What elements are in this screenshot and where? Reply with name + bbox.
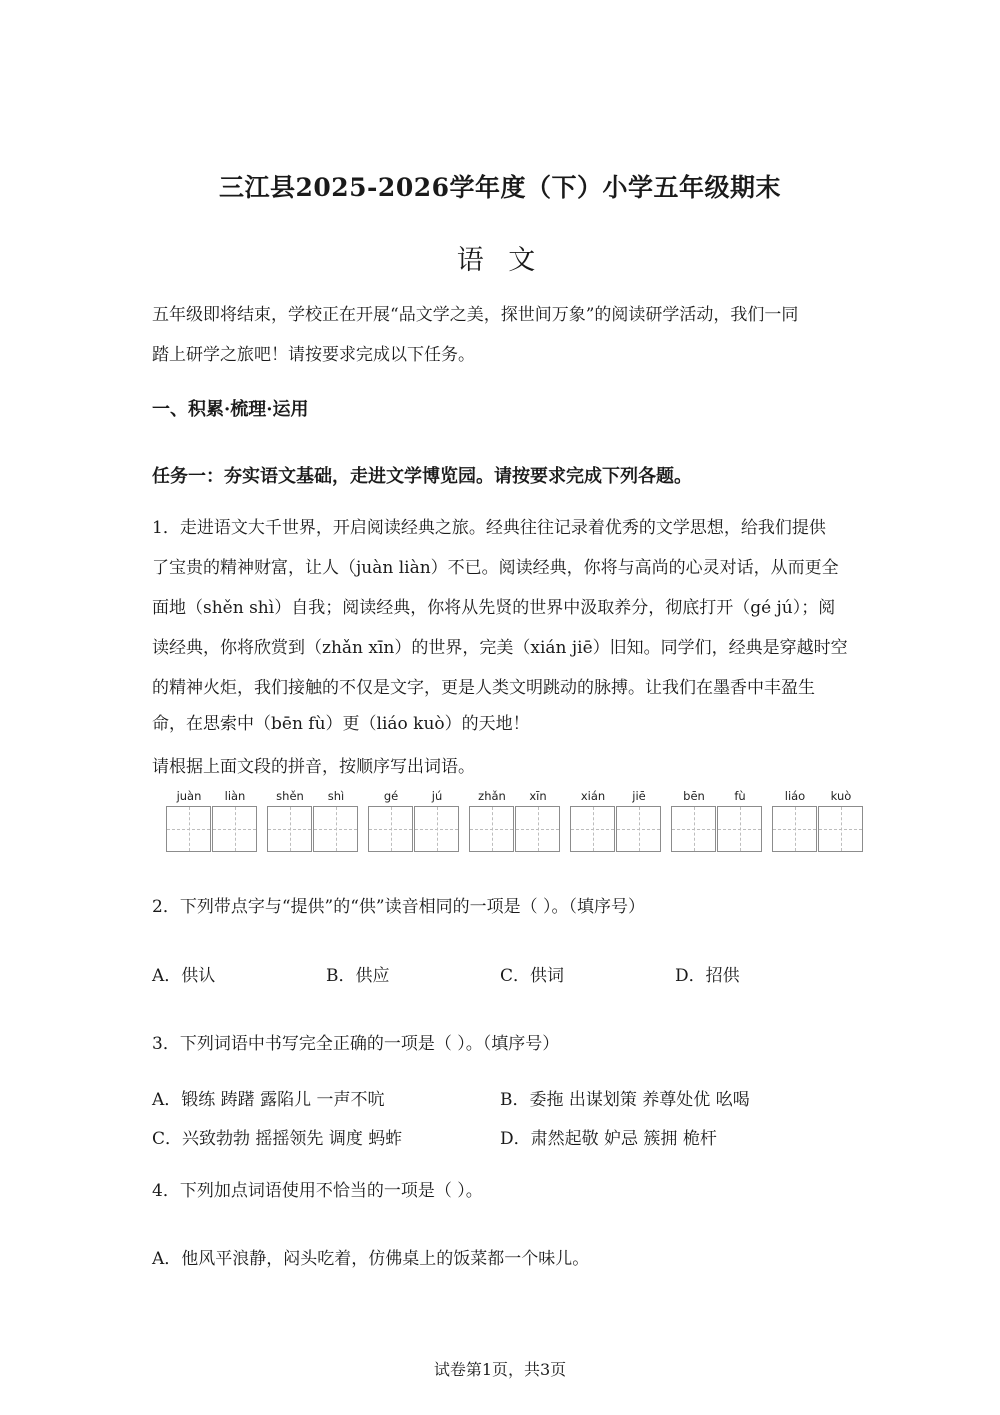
pinyin-label: bēn bbox=[683, 789, 705, 803]
exam-subject: 语 文 bbox=[456, 245, 544, 276]
task-title: 任务一：夯实语文基础，走进文学博览园。请按要求完成下列各题。 bbox=[152, 466, 692, 487]
pinyin-label: xián bbox=[580, 789, 606, 803]
answer-cell[interactable] bbox=[570, 806, 615, 852]
question-2-option-b[interactable]: B．供应 bbox=[326, 966, 390, 986]
pinyin-label: gé bbox=[383, 789, 399, 803]
answer-cell[interactable] bbox=[368, 806, 413, 852]
question-4-option-a[interactable]: A．他风平浪静，闷头吃着，仿佛桌上的饭菜都一个味儿。 bbox=[152, 1249, 590, 1269]
page-footer: 试卷第1页，共3页 bbox=[433, 1360, 567, 1379]
pinyin-group bbox=[772, 789, 864, 855]
passage-line: 读经典，你将欣赏到（zhǎn xīn）的世界，完美（xián jiē）旧知。同学们，经典是穿越时空 bbox=[152, 638, 848, 658]
pinyin-group bbox=[368, 789, 460, 855]
intro-line-2: 踏上研学之旅吧！请按要求完成以下任务。 bbox=[152, 345, 475, 365]
pinyin-label: liáo bbox=[784, 789, 806, 803]
question-2-stem: 2．下列带点字与“提供”的“供”读音相同的一项是（ ）。（填序号） bbox=[152, 897, 645, 917]
question-2-option-d[interactable]: D．招供 bbox=[675, 966, 740, 986]
question-4-stem: 4．下列加点词语使用不恰当的一项是（ ）。 bbox=[152, 1181, 483, 1201]
pinyin-label: jiē bbox=[632, 789, 646, 803]
answer-cell[interactable] bbox=[414, 806, 459, 852]
passage-line: 了宝贵的精神财富，让人（juàn liàn）不已。阅读经典，你将与高尚的心灵对话，从而更全 bbox=[152, 558, 839, 578]
pinyin-group bbox=[166, 789, 258, 855]
question-3-stem: 3．下列词语中书写完全正确的一项是（ ）。（填序号） bbox=[152, 1034, 560, 1054]
answer-cell[interactable] bbox=[515, 806, 560, 852]
answer-cell[interactable] bbox=[212, 806, 257, 852]
answer-cell[interactable] bbox=[772, 806, 817, 852]
pinyin-label: zhǎn bbox=[478, 789, 506, 803]
pinyin-label: xīn bbox=[529, 789, 547, 803]
question-3-option-c[interactable]: C．兴致勃勃 摇摇领先 调度 蚂蚱 bbox=[152, 1129, 403, 1149]
passage-line: 面地（shěn shì）自我；阅读经典，你将从先贤的世界中汲取养分，彻底打开（gé jú）；阅 bbox=[152, 598, 836, 618]
question-3-option-b[interactable]: B．委拖 出谋划策 养尊处优 吆喝 bbox=[500, 1090, 750, 1110]
pinyin-group bbox=[267, 789, 359, 855]
pinyin-label: kuò bbox=[830, 789, 852, 803]
question-1-instruction: 请根据上面文段的拼音，按顺序写出词语。 bbox=[152, 757, 475, 777]
answer-cell[interactable] bbox=[166, 806, 211, 852]
answer-cell[interactable] bbox=[671, 806, 716, 852]
question-1-passage bbox=[152, 508, 852, 740]
passage-line: 命，在思索中（bēn fù）更（liáo kuò）的天地！ bbox=[152, 714, 530, 734]
answer-cell[interactable] bbox=[818, 806, 863, 852]
pinyin-label: jú bbox=[431, 789, 443, 803]
pinyin-label: shì bbox=[327, 789, 345, 803]
pinyin-label: fù bbox=[734, 789, 746, 803]
pinyin-label: juàn bbox=[176, 789, 202, 803]
question-3-option-d[interactable]: D．肃然起敬 妒忌 簇拥 桅杆 bbox=[500, 1129, 717, 1149]
question-2-option-a[interactable]: A．供认 bbox=[152, 966, 216, 986]
pinyin-group bbox=[469, 789, 561, 855]
answer-cell[interactable] bbox=[616, 806, 661, 852]
intro-paragraph bbox=[152, 295, 852, 375]
exam-title: 三江县2025-2026学年度（下）小学五年级期末 bbox=[218, 173, 782, 202]
pinyin-group bbox=[671, 789, 763, 855]
question-3-option-a[interactable]: A．锻练 踌躇 露陷儿 一声不吭 bbox=[152, 1090, 385, 1110]
answer-cell[interactable] bbox=[469, 806, 514, 852]
pinyin-label: liàn bbox=[224, 789, 246, 803]
passage-line: 1．走进语文大千世界，开启阅读经典之旅。经典往往记录着优秀的文学思想，给我们提供 bbox=[152, 518, 826, 538]
pinyin-group bbox=[570, 789, 662, 855]
passage-line: 的精神火炬，我们接触的不仅是文字，更是人类文明跳动的脉搏。让我们在墨香中丰盈生 bbox=[152, 678, 815, 698]
answer-cell[interactable] bbox=[267, 806, 312, 852]
pinyin-answer-grid bbox=[166, 789, 866, 855]
answer-cell[interactable] bbox=[313, 806, 358, 852]
section-title: 一、积累·梳理·运用 bbox=[152, 399, 309, 420]
answer-cell[interactable] bbox=[717, 806, 762, 852]
intro-line-1: 五年级即将结束，学校正在开展“品文学之美，探世间万象”的阅读研学活动，我们一同 bbox=[152, 305, 799, 325]
pinyin-label: shěn bbox=[276, 789, 304, 803]
question-2-option-c[interactable]: C．供词 bbox=[500, 966, 565, 986]
